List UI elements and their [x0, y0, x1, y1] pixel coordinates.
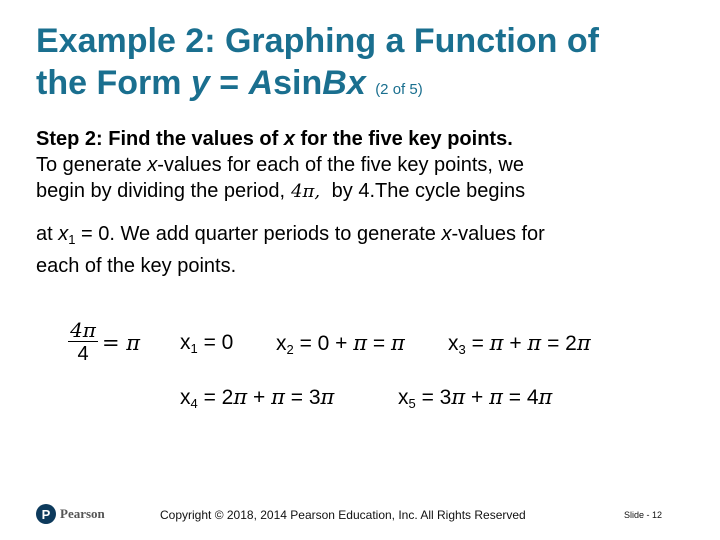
- pi: π: [451, 385, 466, 409]
- equals: = 2: [541, 332, 577, 355]
- pi: π: [527, 331, 542, 355]
- pi-result: π: [391, 331, 405, 355]
- slide-title: [36, 20, 696, 111]
- rhs: = 3: [415, 386, 452, 409]
- text: = 0. We add quarter periods to generate: [75, 223, 442, 245]
- equation-x2: [276, 331, 405, 357]
- pearson-logo-icon: P: [36, 504, 56, 524]
- rhs: = 2: [197, 386, 234, 409]
- var-x: x: [147, 154, 158, 176]
- subscript: 1: [68, 232, 76, 247]
- title-sin: sin: [273, 64, 323, 102]
- fraction-result-value: = π: [102, 331, 141, 355]
- var-x: x: [441, 223, 452, 245]
- body-text: [36, 126, 686, 279]
- fraction-denominator: 4: [77, 343, 89, 365]
- equation-x5: [398, 385, 552, 411]
- equals: = 4: [502, 386, 539, 409]
- equation-x1: [180, 331, 233, 356]
- quarter-period-fraction: [68, 318, 98, 365]
- equals: =: [367, 332, 392, 355]
- var: x: [276, 332, 287, 355]
- rhs: = 0 +: [293, 332, 354, 355]
- pearson-logo-text: Pearson: [60, 506, 105, 521]
- pearson-logo: [36, 504, 105, 524]
- subscript: 3: [458, 342, 466, 357]
- var: x: [398, 386, 409, 409]
- rhs: =: [465, 332, 490, 355]
- slide-number: Slide - 12: [624, 510, 663, 520]
- subscript: 4: [190, 396, 198, 411]
- title-equals: =: [209, 64, 249, 102]
- text: -values for each of the five key points, we: [157, 154, 525, 176]
- pi: π: [233, 385, 248, 409]
- rhs: = 0: [197, 331, 234, 354]
- text: at: [36, 223, 59, 245]
- title-var-bx: Bx: [322, 64, 366, 102]
- subscript: 5: [408, 396, 416, 411]
- step-heading: [36, 126, 686, 152]
- plus: +: [465, 386, 490, 409]
- text: -values for: [451, 223, 545, 245]
- text: To generate: [36, 154, 148, 176]
- equals: = 3: [284, 386, 321, 409]
- var-x: x: [58, 223, 69, 245]
- heading-text-end: for the five key points.: [294, 128, 513, 150]
- period-value: 4π,: [291, 181, 321, 202]
- var: x: [180, 386, 191, 409]
- body-line-3: [36, 178, 686, 205]
- plus: +: [247, 386, 272, 409]
- text: each of the key points.: [36, 255, 237, 277]
- equation-x3: [448, 331, 591, 357]
- pi-result: π: [320, 385, 335, 409]
- equation-x4: [180, 385, 334, 411]
- text: begin by dividing the period,: [36, 180, 286, 202]
- title-page-count: (2 of 5): [375, 81, 423, 98]
- copyright-notice: Copyright © 2018, 2014 Pearson Education, Inc. All Rights Reserved: [160, 508, 526, 522]
- pi: π: [489, 331, 504, 355]
- fraction-result: [102, 331, 140, 356]
- title-var-a: A: [248, 64, 274, 102]
- title-line-2: [36, 62, 696, 111]
- var: x: [448, 332, 459, 355]
- title-line-1: Example 2: Graphing a Function of: [36, 22, 599, 60]
- text: by 4.The cycle begins: [326, 180, 526, 202]
- pi-result: π: [576, 331, 591, 355]
- pi: π: [489, 385, 503, 409]
- title-var-y: y: [190, 64, 210, 102]
- body-paragraph-2: [36, 221, 686, 279]
- pi: π: [353, 331, 368, 355]
- title-text: the Form: [36, 64, 191, 102]
- heading-text: Step 2: Find the values of: [36, 128, 284, 150]
- fraction-numerator: 4π: [70, 318, 96, 342]
- var: x: [180, 331, 191, 354]
- plus: +: [503, 332, 528, 355]
- subscript: 2: [286, 342, 294, 357]
- subscript: 1: [190, 341, 198, 356]
- heading-var-x: x: [283, 128, 295, 150]
- pi: π: [271, 385, 285, 409]
- pi-result: π: [538, 385, 553, 409]
- body-line-2: [36, 152, 686, 178]
